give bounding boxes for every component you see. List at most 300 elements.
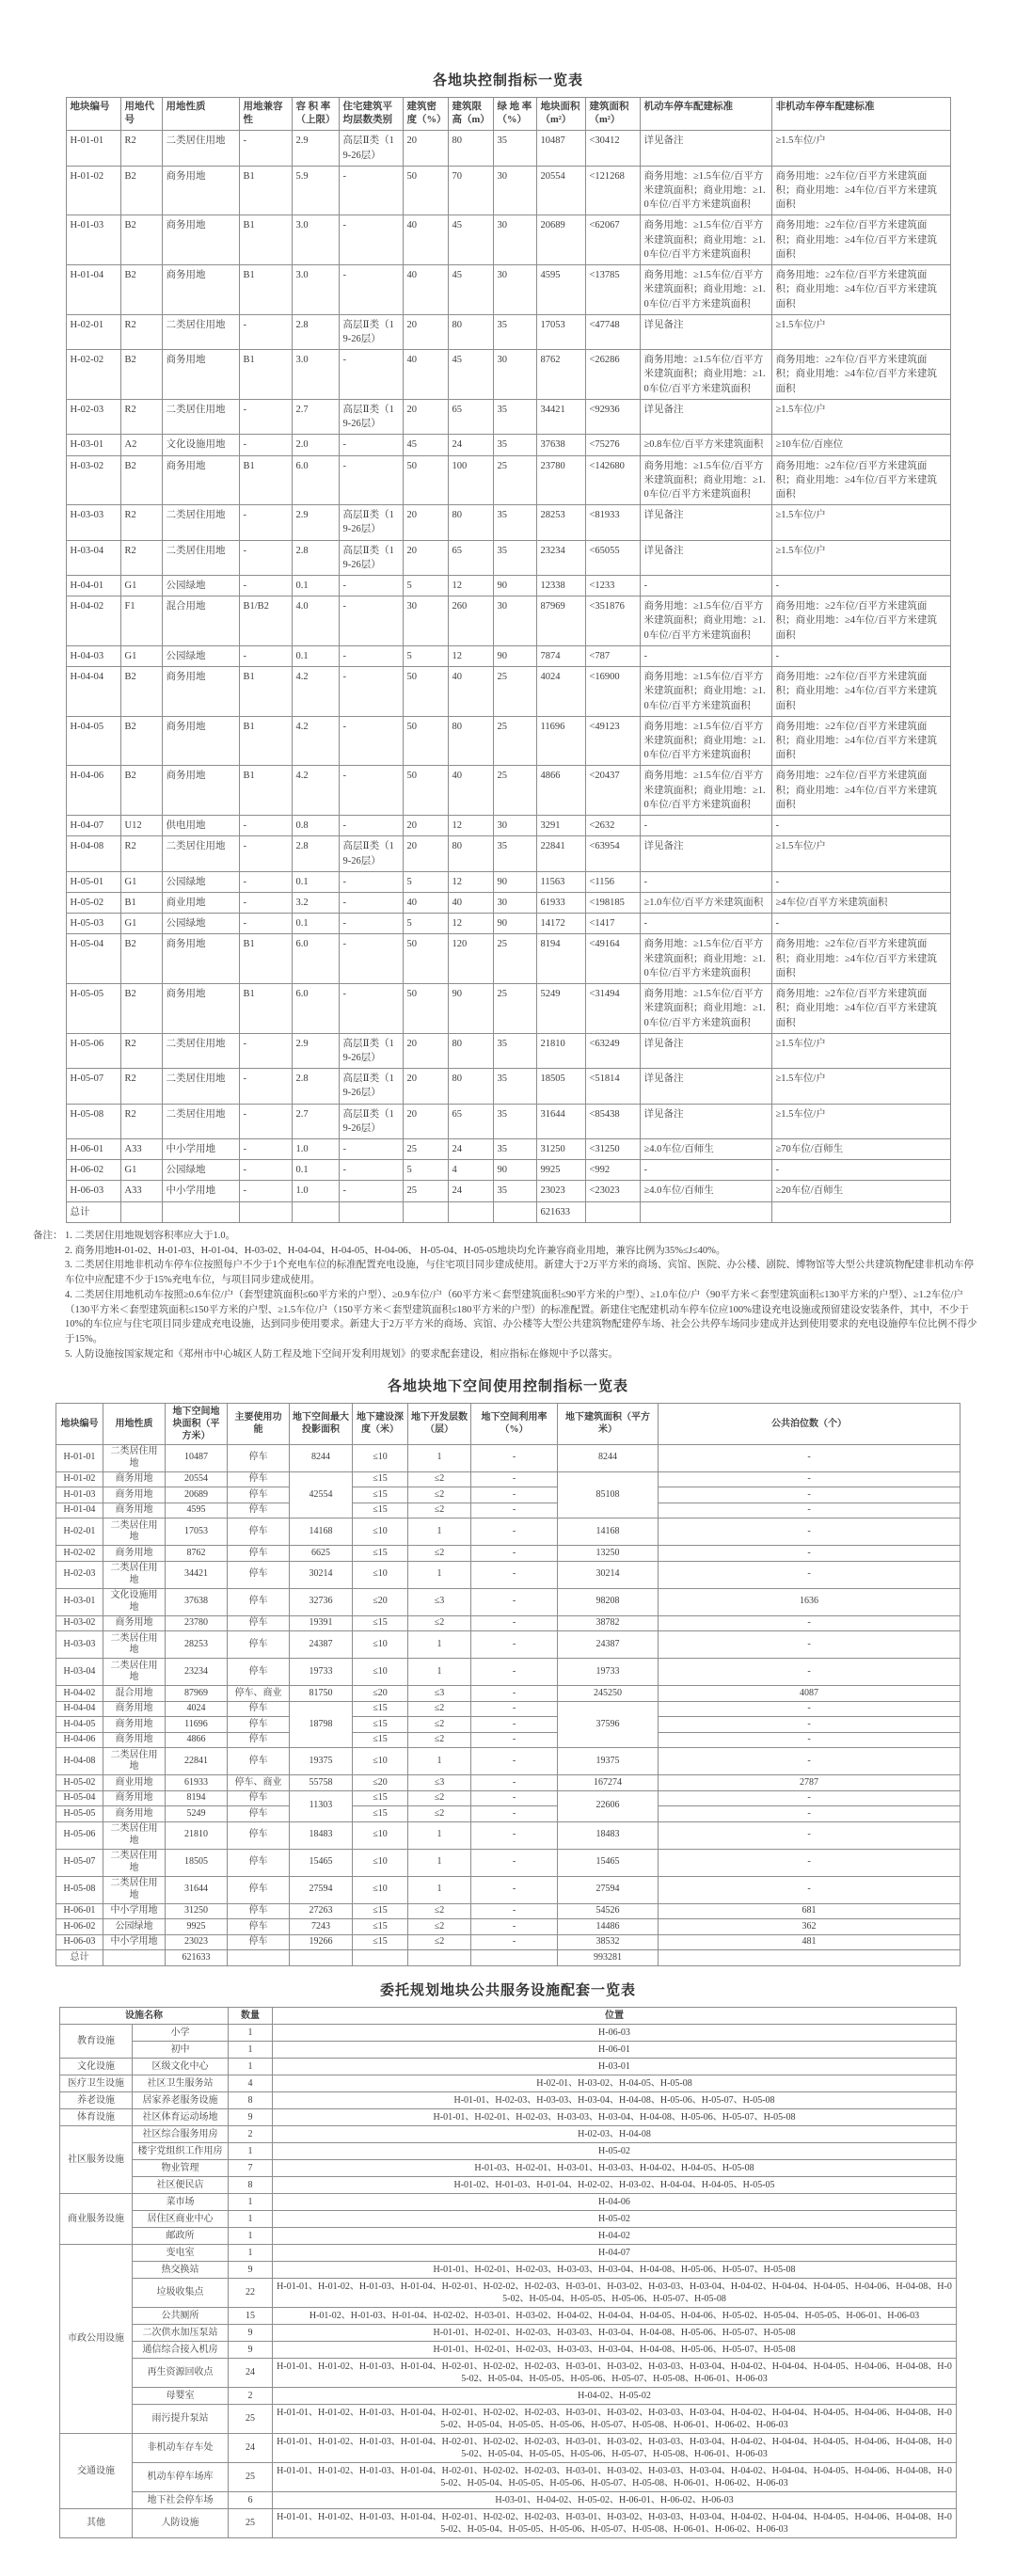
cell: 商务用地：≥1.5车位/百平方米建筑面积；商业用地：≥1.0车位/百平方米建筑面积 xyxy=(640,934,771,984)
cell: ≥1.5车位/户 xyxy=(771,399,950,434)
cell: - xyxy=(640,914,771,934)
cell: ≤2 xyxy=(408,1701,471,1717)
cell: - xyxy=(640,1160,771,1181)
table-row xyxy=(56,1919,960,1935)
header-cell: 用地代号 xyxy=(120,98,162,131)
table-row xyxy=(66,645,950,666)
cell: - xyxy=(239,505,292,540)
cell: 87969 xyxy=(536,596,585,646)
facility-location-cell: H-04-02、H-05-02 xyxy=(273,2387,957,2404)
facility-name-cell: 母婴室 xyxy=(133,2387,229,2404)
cell: ≤2 xyxy=(408,1487,471,1503)
cell: - xyxy=(239,1139,292,1160)
cell: 2.7 xyxy=(292,1104,339,1138)
facility-category-cell: 文化设施 xyxy=(60,2058,133,2075)
cell: 20554 xyxy=(166,1471,228,1487)
table-row xyxy=(56,1503,960,1519)
cell: 54526 xyxy=(558,1903,659,1919)
cell: 90 xyxy=(493,871,536,892)
cell: 文化设施用地 xyxy=(103,1588,166,1615)
header-cell: 地下空间地块面积（平方米） xyxy=(166,1403,228,1444)
cell: 0.8 xyxy=(292,816,339,836)
cell: 中小学用地 xyxy=(103,1903,166,1919)
cell: 20 xyxy=(403,836,448,871)
facility-count-cell: 24 xyxy=(229,2358,273,2387)
cell: 61933 xyxy=(536,892,585,913)
cell: - xyxy=(339,350,403,400)
cell: 14172 xyxy=(536,914,585,934)
cell: <121268 xyxy=(585,166,640,215)
cell: 19375 xyxy=(558,1748,659,1775)
cell: 1 xyxy=(408,1444,471,1471)
header-cell: 位置 xyxy=(273,2007,957,2024)
cell: 公园绿地 xyxy=(162,914,239,934)
cell: 20554 xyxy=(536,166,585,215)
cell: 18505 xyxy=(536,1069,585,1104)
cell: 4.2 xyxy=(292,766,339,816)
cell: 商务用地 xyxy=(162,265,239,315)
cell: - xyxy=(471,1444,558,1471)
header-cell: 用地性质 xyxy=(162,98,239,131)
cell: 3.0 xyxy=(292,265,339,315)
cell: B2 xyxy=(120,667,162,717)
cell: 6.0 xyxy=(292,984,339,1034)
cell: 高层Ⅱ类（19-26层） xyxy=(339,540,403,575)
cell xyxy=(290,1950,353,1966)
table-row xyxy=(56,1444,960,1471)
cell: 商务用地：≥2车位/百平方米建筑面积；商业用地：≥4车位/百平方米建筑面积 xyxy=(771,166,950,215)
cell: 商务用地 xyxy=(103,1503,166,1519)
cell: 80 xyxy=(448,1069,493,1104)
cell: 停车 xyxy=(228,1934,290,1950)
cell: ≥1.0车位/百平方米建筑面积 xyxy=(640,892,771,913)
cell: 20 xyxy=(403,1033,448,1068)
facility-name-cell: 区级文化中心 xyxy=(133,2058,229,2075)
facility-name-cell: 居家养老服务设施 xyxy=(133,2091,229,2108)
cell: 35 xyxy=(493,1033,536,1068)
facility-location-cell: H-04-07 xyxy=(273,2244,957,2261)
cell: 二类居住用地 xyxy=(103,1821,166,1849)
cell: - xyxy=(239,435,292,455)
cell: 50 xyxy=(403,455,448,505)
cell: - xyxy=(471,1806,558,1822)
cell: H-06-01 xyxy=(56,1903,103,1919)
table-row xyxy=(60,2278,957,2307)
cell: 商务用地：≥1.5车位/百平方米建筑面积；商业用地：≥1.0车位/百平方米建筑面积 xyxy=(640,716,771,766)
cell: - xyxy=(771,914,950,934)
cell: 20 xyxy=(403,816,448,836)
facility-name-cell: 小学 xyxy=(133,2024,229,2041)
cell: 18798 xyxy=(290,1701,353,1748)
cell: 22841 xyxy=(536,836,585,871)
cell: H-03-02 xyxy=(56,1615,103,1631)
facility-location-cell: H-01-03、H-02-01、H-03-01、H-03-03、H-04-02、H-04-05、H-05-08 xyxy=(273,2159,957,2176)
cell: H-05-05 xyxy=(66,984,120,1034)
facility-name-cell: 物业管理 xyxy=(133,2159,229,2176)
cell: 13250 xyxy=(558,1546,659,1562)
cell: ≤2 xyxy=(408,1615,471,1631)
cell: - xyxy=(239,1069,292,1104)
cell: B2 xyxy=(120,934,162,984)
facility-name-cell: 热交换站 xyxy=(133,2261,229,2278)
cell: 商务用地：≥1.5车位/百平方米建筑面积；商业用地：≥1.0车位/百平方米建筑面积 xyxy=(640,455,771,505)
header-cell: 设施名称 xyxy=(60,2007,229,2024)
facility-count-cell: 1 xyxy=(229,2142,273,2159)
cell: - xyxy=(659,1561,960,1588)
cell: 停车 xyxy=(228,1444,290,1471)
cell: - xyxy=(339,1181,403,1201)
table-row xyxy=(60,2491,957,2508)
cell: <49164 xyxy=(585,934,640,984)
cell: 20 xyxy=(403,131,448,166)
cell: 商务用地：≥2车位/百平方米建筑面积；商业用地：≥4车位/百平方米建筑面积 xyxy=(771,984,950,1034)
cell: - xyxy=(771,1160,950,1181)
facility-location-cell: H-01-01、H-02-01、H-02-03、H-03-03、H-03-04、H-04-08、H-05-06、H-05-07、H-05-08 xyxy=(273,2261,957,2278)
cell: R2 xyxy=(120,1104,162,1138)
cell: H-01-03 xyxy=(66,215,120,265)
cell: 21810 xyxy=(166,1821,228,1849)
cell: 245250 xyxy=(558,1686,659,1702)
cell: 商务用地 xyxy=(103,1471,166,1487)
table-row xyxy=(56,1876,960,1903)
cell: 35 xyxy=(493,314,536,349)
table-row xyxy=(66,934,950,984)
cell: 65 xyxy=(448,1104,493,1138)
cell: 停车 xyxy=(228,1546,290,1562)
cell: - xyxy=(659,1876,960,1903)
cell: 1 xyxy=(408,1876,471,1903)
facility-location-cell: H-01-01、H-01-02、H-01-03、H-01-04、H-02-01、H-02-02、H-02-03、H-03-01、H-03-02、H-03-03、H-03-04、H-04-02、H-04-04、H-04-05、H-04-06、H-04-08、H-05-02、H-05-04、H-05-05、H-05-06、H-05-07、H-05-08、H-06-01、H-06-02、H-06-03 xyxy=(273,2508,957,2537)
cell: ≤10 xyxy=(353,1849,408,1876)
cell: 停车 xyxy=(228,1732,290,1748)
cell: 90 xyxy=(448,984,493,1034)
cell: <26286 xyxy=(585,350,640,400)
cell: R2 xyxy=(120,505,162,540)
cell: 4.2 xyxy=(292,667,339,717)
cell: 20 xyxy=(403,399,448,434)
cell: - xyxy=(659,1631,960,1659)
cell: 35 xyxy=(493,836,536,871)
cell: 二类居住用地 xyxy=(162,131,239,166)
cell: 停车 xyxy=(228,1849,290,1876)
cell: H-04-05 xyxy=(56,1717,103,1733)
cell: U12 xyxy=(120,816,162,836)
table-row xyxy=(60,2404,957,2433)
facility-name-cell: 地下社会停车场 xyxy=(133,2491,229,2508)
cell: 3.2 xyxy=(292,892,339,913)
table-row xyxy=(56,1487,960,1503)
cell: ≤2 xyxy=(408,1546,471,1562)
cell: H-04-02 xyxy=(66,596,120,646)
cell: - xyxy=(471,1686,558,1702)
cell: 80 xyxy=(448,131,493,166)
cell: - xyxy=(239,1160,292,1181)
facility-count-cell: 2 xyxy=(229,2387,273,2404)
cell: 90 xyxy=(493,914,536,934)
cell: 19375 xyxy=(290,1748,353,1775)
cell: 商务用地：≥1.5车位/百平方米建筑面积；商业用地：≥1.0车位/百平方米建筑面积 xyxy=(640,596,771,646)
table-row xyxy=(60,2244,957,2261)
table-row xyxy=(66,350,950,400)
table-row xyxy=(60,2341,957,2358)
note-item: 4. 二类居住用地机动车按照≥0.6车位/户（套型建筑面积≤60平方米的户型）、≥0.9车位/户（60平方米＜套型建筑面积≤90平方米的户型）、≥1.0车位/户（90平方米＜套型建筑面积≤130平方米的户型）、≥1.2车位/户（130平方米＜套型建筑面积≤150平方米的户型、≥1.5车位/户（150平方米＜套型建筑面积≤180平方米的户型）的标准配置。新建住宅配建机动车停车位应100%建设充电设施或预留建设安装条件，其中，不少于10%的车位应与住宅项目同步建成充电设施，达到同步使用要求。新建大于2万平方米的商场、宾馆、办公楼等大型公共建筑物配建停车场、社会公共停车场同步建成并达到使用要求的充电设施停车位比例不得少于15%。 xyxy=(65,1289,977,1345)
header-cell: 地块编号 xyxy=(56,1403,103,1444)
cell: G1 xyxy=(120,871,162,892)
table-row xyxy=(66,836,950,871)
cell: <1156 xyxy=(585,871,640,892)
cell: 30 xyxy=(493,892,536,913)
cell: 1 xyxy=(408,1631,471,1659)
cell: 81750 xyxy=(290,1686,353,1702)
cell: H-02-01 xyxy=(66,314,120,349)
table-row xyxy=(56,1588,960,1615)
cell: 12 xyxy=(448,914,493,934)
cell: <2632 xyxy=(585,816,640,836)
cell: 17053 xyxy=(536,314,585,349)
cell: <30412 xyxy=(585,131,640,166)
table-row xyxy=(66,667,950,717)
table-row xyxy=(56,1615,960,1631)
cell: 12 xyxy=(448,871,493,892)
header-cell: 用地兼容性 xyxy=(239,98,292,131)
cell xyxy=(659,1950,960,1966)
cell: ≤10 xyxy=(353,1876,408,1903)
cell: H-03-04 xyxy=(56,1659,103,1686)
cell: - xyxy=(659,1546,960,1562)
cell: - xyxy=(339,576,403,596)
cell: 4595 xyxy=(536,265,585,315)
facility-location-cell: H-06-01 xyxy=(273,2041,957,2058)
cell: 停车 xyxy=(228,1806,290,1822)
cell: 商务用地：≥1.5车位/百平方米建筑面积；商业用地：≥1.0车位/百平方米建筑面积 xyxy=(640,166,771,215)
facility-name-cell: 垃圾收集点 xyxy=(133,2278,229,2307)
cell: 362 xyxy=(659,1919,960,1935)
facility-name-cell: 再生资源回收点 xyxy=(133,2358,229,2387)
cell: ≥1.5车位/户 xyxy=(771,131,950,166)
cell: 停车 xyxy=(228,1903,290,1919)
cell: 2787 xyxy=(659,1775,960,1791)
table-row xyxy=(66,435,950,455)
cell: - xyxy=(471,1659,558,1686)
cell: 621633 xyxy=(166,1950,228,1966)
cell: 20 xyxy=(403,1104,448,1138)
header-cell: 地下空间利用率（%） xyxy=(471,1403,558,1444)
cell: B1 xyxy=(239,166,292,215)
table-row xyxy=(56,1631,960,1659)
facility-location-cell: H-01-01、H-02-01、H-02-03、H-03-03、H-03-04、H-04-08、H-05-06、H-05-07、H-05-08 xyxy=(273,2341,957,2358)
cell: H-01-03 xyxy=(56,1487,103,1503)
cell: 3.0 xyxy=(292,215,339,265)
cell: - xyxy=(339,455,403,505)
cell: 二类居住用地 xyxy=(162,314,239,349)
cell: 二类居住用地 xyxy=(103,1444,166,1471)
cell: - xyxy=(659,1487,960,1503)
cell: - xyxy=(239,399,292,434)
table-row xyxy=(66,576,950,596)
facility-location-cell: H-05-02 xyxy=(273,2142,957,2159)
cell: 8244 xyxy=(558,1444,659,1471)
cell: R2 xyxy=(120,1069,162,1104)
cell: ≥4车位/百平方米建筑面积 xyxy=(771,892,950,913)
cell: <31494 xyxy=(585,984,640,1034)
cell: <47748 xyxy=(585,314,640,349)
facility-name-cell: 变电室 xyxy=(133,2244,229,2261)
cell: 37596 xyxy=(558,1701,659,1748)
cell: H-02-02 xyxy=(56,1546,103,1562)
cell: H-05-08 xyxy=(66,1104,120,1138)
cell: ≤15 xyxy=(353,1790,408,1806)
cell: 商务用地 xyxy=(162,934,239,984)
cell: B1 xyxy=(239,766,292,816)
cell: 40 xyxy=(403,265,448,315)
facility-name-cell: 社区卫生服务站 xyxy=(133,2075,229,2091)
cell: - xyxy=(640,871,771,892)
cell: 1 xyxy=(408,1821,471,1849)
cell: 4866 xyxy=(536,766,585,816)
cell: H-05-03 xyxy=(66,914,120,934)
cell: H-05-07 xyxy=(56,1849,103,1876)
facility-count-cell: 8 xyxy=(229,2176,273,2193)
cell: 22841 xyxy=(166,1748,228,1775)
cell: 8194 xyxy=(536,934,585,984)
header-cell: 地下空间最大投影面积 xyxy=(290,1403,353,1444)
facility-count-cell: 25 xyxy=(229,2462,273,2491)
table-row xyxy=(66,892,950,913)
cell: - xyxy=(471,1717,558,1733)
facility-location-cell: H-04-02 xyxy=(273,2227,957,2244)
cell: 11563 xyxy=(536,871,585,892)
cell: 50 xyxy=(403,766,448,816)
cell: - xyxy=(471,1748,558,1775)
cell: H-05-08 xyxy=(56,1876,103,1903)
plot-control-table xyxy=(66,97,951,1223)
cell: G1 xyxy=(120,645,162,666)
cell: B1 xyxy=(239,934,292,984)
cell: - xyxy=(659,1849,960,1876)
cell: ≤2 xyxy=(408,1934,471,1950)
cell: 混合用地 xyxy=(103,1686,166,1702)
cell: <142680 xyxy=(585,455,640,505)
notes-label: 备注： xyxy=(33,1230,63,1241)
cell: H-04-08 xyxy=(66,836,120,871)
cell: - xyxy=(339,934,403,984)
cell: B2 xyxy=(120,766,162,816)
cell: 停车、商业 xyxy=(228,1775,290,1791)
note-item: 2. 商务用地H-01-02、H-01-03、H-01-04、H-03-02、H-04-04、H-04-05、H-04-06、 H-05-04、H-05-05地块均允许兼容商业用地，兼容比例为35%≤J≤40%。 xyxy=(65,1245,726,1256)
table-row xyxy=(66,1139,950,1160)
cell: - xyxy=(239,645,292,666)
table-row xyxy=(66,596,950,646)
cell xyxy=(640,1201,771,1222)
cell: 中小学用地 xyxy=(162,1139,239,1160)
cell: 24387 xyxy=(290,1631,353,1659)
cell: 商业用地 xyxy=(162,892,239,913)
cell: - xyxy=(659,1444,960,1471)
table-row xyxy=(56,1849,960,1876)
cell: 30 xyxy=(493,265,536,315)
cell: 停车 xyxy=(228,1519,290,1546)
cell: 12 xyxy=(448,576,493,596)
cell: 35 xyxy=(493,399,536,434)
cell: 25 xyxy=(403,1181,448,1201)
cell: 4087 xyxy=(659,1686,960,1702)
cell: 32736 xyxy=(290,1588,353,1615)
cell: B2 xyxy=(120,166,162,215)
header-cell: 容 积 率（上限） xyxy=(292,98,339,131)
cell: F1 xyxy=(120,596,162,646)
cell: R2 xyxy=(120,314,162,349)
cell: 高层Ⅱ类（19-26层） xyxy=(339,505,403,540)
cell: 10487 xyxy=(166,1444,228,1471)
cell xyxy=(408,1950,471,1966)
cell: 商务用地 xyxy=(162,166,239,215)
cell: 二类居住用地 xyxy=(162,1104,239,1138)
table-row xyxy=(66,766,950,816)
cell: 20689 xyxy=(166,1487,228,1503)
header-cell: 地下开发层数（层） xyxy=(408,1403,471,1444)
cell: 25 xyxy=(493,984,536,1034)
cell: ≥1.5车位/户 xyxy=(771,1104,950,1138)
cell: <13785 xyxy=(585,265,640,315)
cell: <63954 xyxy=(585,836,640,871)
cell: 1636 xyxy=(659,1588,960,1615)
cell: ≥1.5车位/户 xyxy=(771,1069,950,1104)
facility-count-cell: 8 xyxy=(229,2091,273,2108)
cell: 1 xyxy=(408,1849,471,1876)
cell: - xyxy=(471,1849,558,1876)
cell: ≤15 xyxy=(353,1717,408,1733)
cell: 2.8 xyxy=(292,540,339,575)
table-row xyxy=(56,1471,960,1487)
cell: 28253 xyxy=(166,1631,228,1659)
facility-name-cell: 二次供水加压泵站 xyxy=(133,2324,229,2341)
cell: 19266 xyxy=(290,1934,353,1950)
cell: ≤2 xyxy=(408,1790,471,1806)
cell: 24387 xyxy=(558,1631,659,1659)
cell: - xyxy=(659,1659,960,1686)
facility-location-cell: H-01-01、H-02-01、H-02-03、H-03-03、H-03-04、H-04-08、H-05-06、H-05-07、H-05-08 xyxy=(273,2324,957,2341)
cell: - xyxy=(659,1471,960,1487)
header-cell: 地块编号 xyxy=(66,98,120,131)
header-cell: 绿 地 率（%） xyxy=(493,98,536,131)
cell: - xyxy=(471,1919,558,1935)
cell: G1 xyxy=(120,914,162,934)
table-row xyxy=(56,1821,960,1849)
cell: 27263 xyxy=(290,1903,353,1919)
cell: 商务用地 xyxy=(162,716,239,766)
table-row xyxy=(66,716,950,766)
table-row xyxy=(60,2387,957,2404)
cell: H-05-06 xyxy=(66,1033,120,1068)
table-row xyxy=(60,2142,957,2159)
cell: H-06-02 xyxy=(66,1160,120,1181)
cell: - xyxy=(471,1934,558,1950)
cell: 27594 xyxy=(290,1876,353,1903)
cell: 2.0 xyxy=(292,435,339,455)
cell: 商务用地 xyxy=(103,1701,166,1717)
cell: - xyxy=(471,1503,558,1519)
cell: 65 xyxy=(448,399,493,434)
cell: H-03-02 xyxy=(66,455,120,505)
cell: - xyxy=(339,1160,403,1181)
cell: ≤15 xyxy=(353,1615,408,1631)
cell: B2 xyxy=(120,215,162,265)
header-cell: 公共泊位数（个） xyxy=(659,1403,960,1444)
header-cell: 住宅建筑平均层数类别 xyxy=(339,98,403,131)
cell: - xyxy=(659,1717,960,1733)
cell: - xyxy=(239,871,292,892)
cell: 1 xyxy=(408,1561,471,1588)
